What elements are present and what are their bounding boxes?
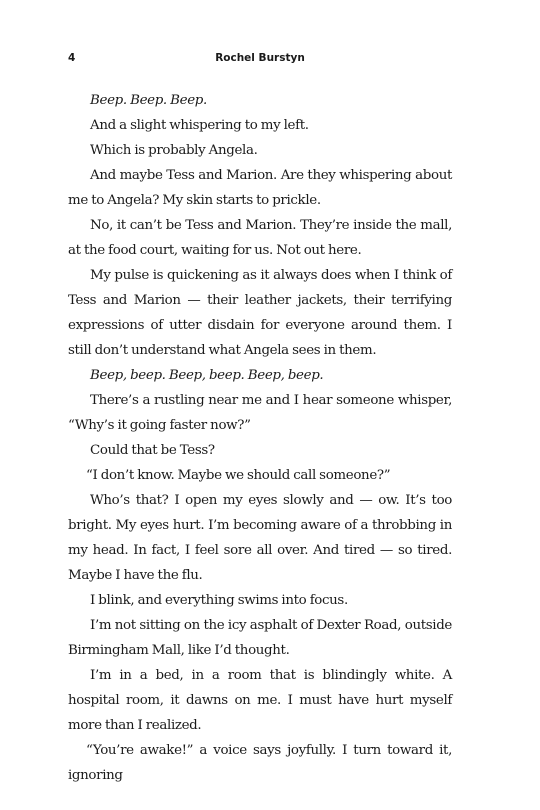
paragraph: Who’s that? I open my eyes slowly and — ow. It’s too bright. My eyes hurt. I’m becoming aware of a throbbing in my head. In fact, I feel sore all over. And tired — so tired. Maybe I have the flu. <box>68 493 452 583</box>
paragraph: Beep, beep. Beep, beep. Beep, beep. <box>90 368 324 383</box>
paragraph: Beep. Beep. Beep. <box>90 93 207 108</box>
paragraph: And maybe Tess and Marion. Are they whispering about me to Angela? My skin starts to prickle. <box>68 168 452 208</box>
author-name: Rochel Burstyn <box>215 52 305 64</box>
running-head <box>68 52 452 66</box>
paragraph: There’s a rustling near me and I hear someone whisper, “Why’s it going faster now?” <box>68 393 452 433</box>
paragraph: No, it can’t be Tess and Marion. They’re inside the mall, at the food court, waiting for us. Not out here. <box>68 218 452 258</box>
body-text <box>68 88 452 788</box>
paragraph: Could that be Tess? <box>90 443 215 458</box>
page-number: 4 <box>68 52 76 64</box>
paragraph: I’m not sitting on the icy asphalt of Dexter Road, outside Birmingham Mall, like I’d thought. <box>68 618 452 658</box>
paragraph: “You’re awake!” a voice says joyfully. I turn toward it, ignoring <box>68 743 452 783</box>
paragraph: “I don’t know. Maybe we should call someone?” <box>86 468 391 483</box>
paragraph: I blink, and everything swims into focus. <box>90 593 348 608</box>
paragraph: Which is probably Angela. <box>90 143 258 158</box>
paragraph: And a slight whispering to my left. <box>90 118 309 133</box>
paragraph: My pulse is quickening as it always does when I think of Tess and Marion — their leather jackets, their terrifying expressions of utter disdain for everyone around them. I still don’t understand what Angela sees in them. <box>68 268 452 358</box>
paragraph: I’m in a bed, in a room that is blindingly white. A hospital room, it dawns on me. I must have hurt myself more than I realized. <box>68 668 452 733</box>
